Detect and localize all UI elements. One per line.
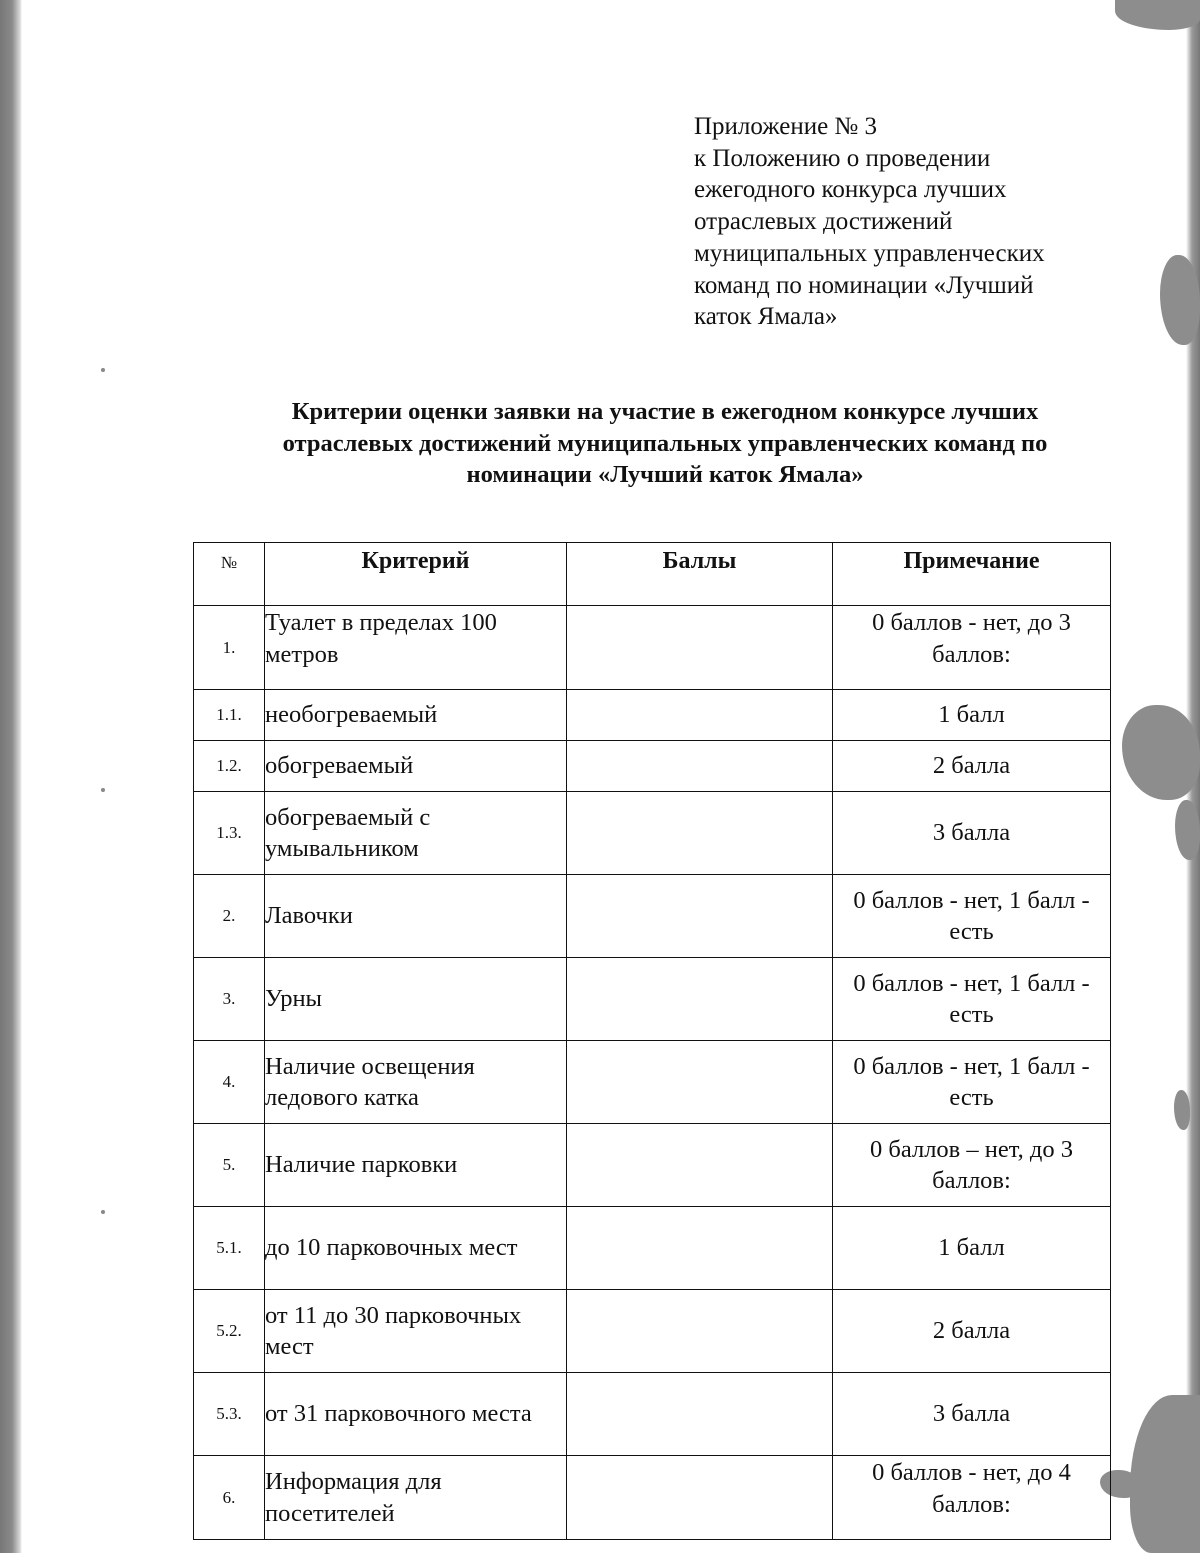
row-note: 1 балл	[833, 1207, 1111, 1290]
criteria-table	[193, 542, 1111, 1540]
appendix-line: каток Ямала»	[694, 303, 838, 331]
appendix-line: к Положению о проведении	[694, 144, 991, 172]
row-score	[567, 958, 833, 1041]
scan-blot	[1122, 705, 1200, 800]
title-line: отраслевых достижений муниципальных управленческих команд по	[282, 429, 1048, 457]
table-row	[194, 1456, 1111, 1540]
row-criterion: обогреваемый с умывальником	[265, 792, 567, 875]
row-number: 6.	[194, 1456, 265, 1540]
row-score	[567, 606, 833, 690]
table-row	[194, 1290, 1111, 1373]
table-row	[194, 1373, 1111, 1456]
scan-edge-left	[0, 0, 22, 1553]
scan-speck	[101, 788, 105, 792]
row-criterion: Наличие парковки	[265, 1124, 567, 1207]
appendix-line: муниципальных управленческих	[694, 239, 1045, 267]
row-score	[567, 1290, 833, 1373]
row-note: 0 баллов - нет, до 4 баллов:	[833, 1456, 1111, 1540]
appendix-line: ежегодного конкурса лучших	[694, 176, 1007, 204]
row-score	[567, 1124, 833, 1207]
row-score	[567, 741, 833, 792]
scan-blot	[1174, 1090, 1190, 1130]
table-row	[194, 1207, 1111, 1290]
row-note: 0 баллов - нет, 1 балл - есть	[833, 958, 1111, 1041]
row-number: 5.3.	[194, 1373, 265, 1456]
row-note: 0 баллов - нет, до 3 баллов:	[833, 606, 1111, 690]
row-number: 3.	[194, 958, 265, 1041]
row-note: 0 баллов - нет, 1 балл - есть	[833, 875, 1111, 958]
table-row	[194, 1041, 1111, 1124]
row-number: 1.	[194, 606, 265, 690]
row-criterion: обогреваемый	[265, 741, 567, 792]
row-score	[567, 1207, 833, 1290]
row-criterion: Лавочки	[265, 875, 567, 958]
scan-speck	[101, 368, 105, 372]
row-note: 0 баллов - нет, 1 балл - есть	[833, 1041, 1111, 1124]
row-score	[567, 792, 833, 875]
row-number: 1.3.	[194, 792, 265, 875]
row-score	[567, 1456, 833, 1540]
row-note: 1 балл	[833, 690, 1111, 741]
row-score	[567, 1373, 833, 1456]
row-criterion: Информация для посетителей	[265, 1456, 567, 1540]
row-number: 4.	[194, 1041, 265, 1124]
scan-speck	[101, 1210, 105, 1214]
header-number: №	[194, 543, 265, 606]
table-row	[194, 1124, 1111, 1207]
row-number: 1.1.	[194, 690, 265, 741]
scan-blot	[1130, 1395, 1200, 1553]
title-line: Критерии оценки заявки на участие в ежегодном конкурсе лучших	[291, 398, 1039, 425]
header-score: Баллы	[567, 543, 833, 606]
table-row	[194, 792, 1111, 875]
title-line: номинации «Лучший каток Ямала»	[466, 461, 864, 488]
row-criterion: необогреваемый	[265, 690, 567, 741]
row-criterion: Туалет в пределах 100 метров	[265, 606, 567, 690]
row-score	[567, 1041, 833, 1124]
table-row	[194, 958, 1111, 1041]
row-criterion: от 31 парковочного места	[265, 1373, 567, 1456]
row-criterion: до 10 парковочных мест	[265, 1207, 567, 1290]
row-number: 5.2.	[194, 1290, 265, 1373]
row-criterion: от 11 до 30 парковочных мест	[265, 1290, 567, 1373]
row-number: 5.	[194, 1124, 265, 1207]
row-note: 2 балла	[833, 741, 1111, 792]
row-note: 3 балла	[833, 792, 1111, 875]
scan-blot	[1175, 800, 1200, 860]
header-note: Примечание	[833, 543, 1111, 606]
row-number: 2.	[194, 875, 265, 958]
row-score	[567, 875, 833, 958]
row-criterion: Наличие освещения ледового катка	[265, 1041, 567, 1124]
appendix-line: отраслевых достижений	[694, 208, 953, 236]
appendix-line: команд по номинации «Лучший	[694, 271, 1034, 299]
header-criterion: Критерий	[265, 543, 567, 606]
scan-blot	[1160, 255, 1200, 345]
appendix-line: Приложение № 3	[694, 113, 878, 140]
table-row	[194, 875, 1111, 958]
appendix-reference	[694, 111, 1154, 333]
table-row	[194, 741, 1111, 792]
table-header-row	[194, 543, 1111, 606]
row-number: 1.2.	[194, 741, 265, 792]
table-row	[194, 690, 1111, 741]
table-row	[194, 606, 1111, 690]
document-title	[200, 396, 1130, 491]
row-note: 3 балла	[833, 1373, 1111, 1456]
row-number: 5.1.	[194, 1207, 265, 1290]
row-score	[567, 690, 833, 741]
scan-blot	[1115, 0, 1200, 30]
row-note: 0 баллов – нет, до 3 баллов:	[833, 1124, 1111, 1207]
row-note: 2 балла	[833, 1290, 1111, 1373]
row-criterion: Урны	[265, 958, 567, 1041]
